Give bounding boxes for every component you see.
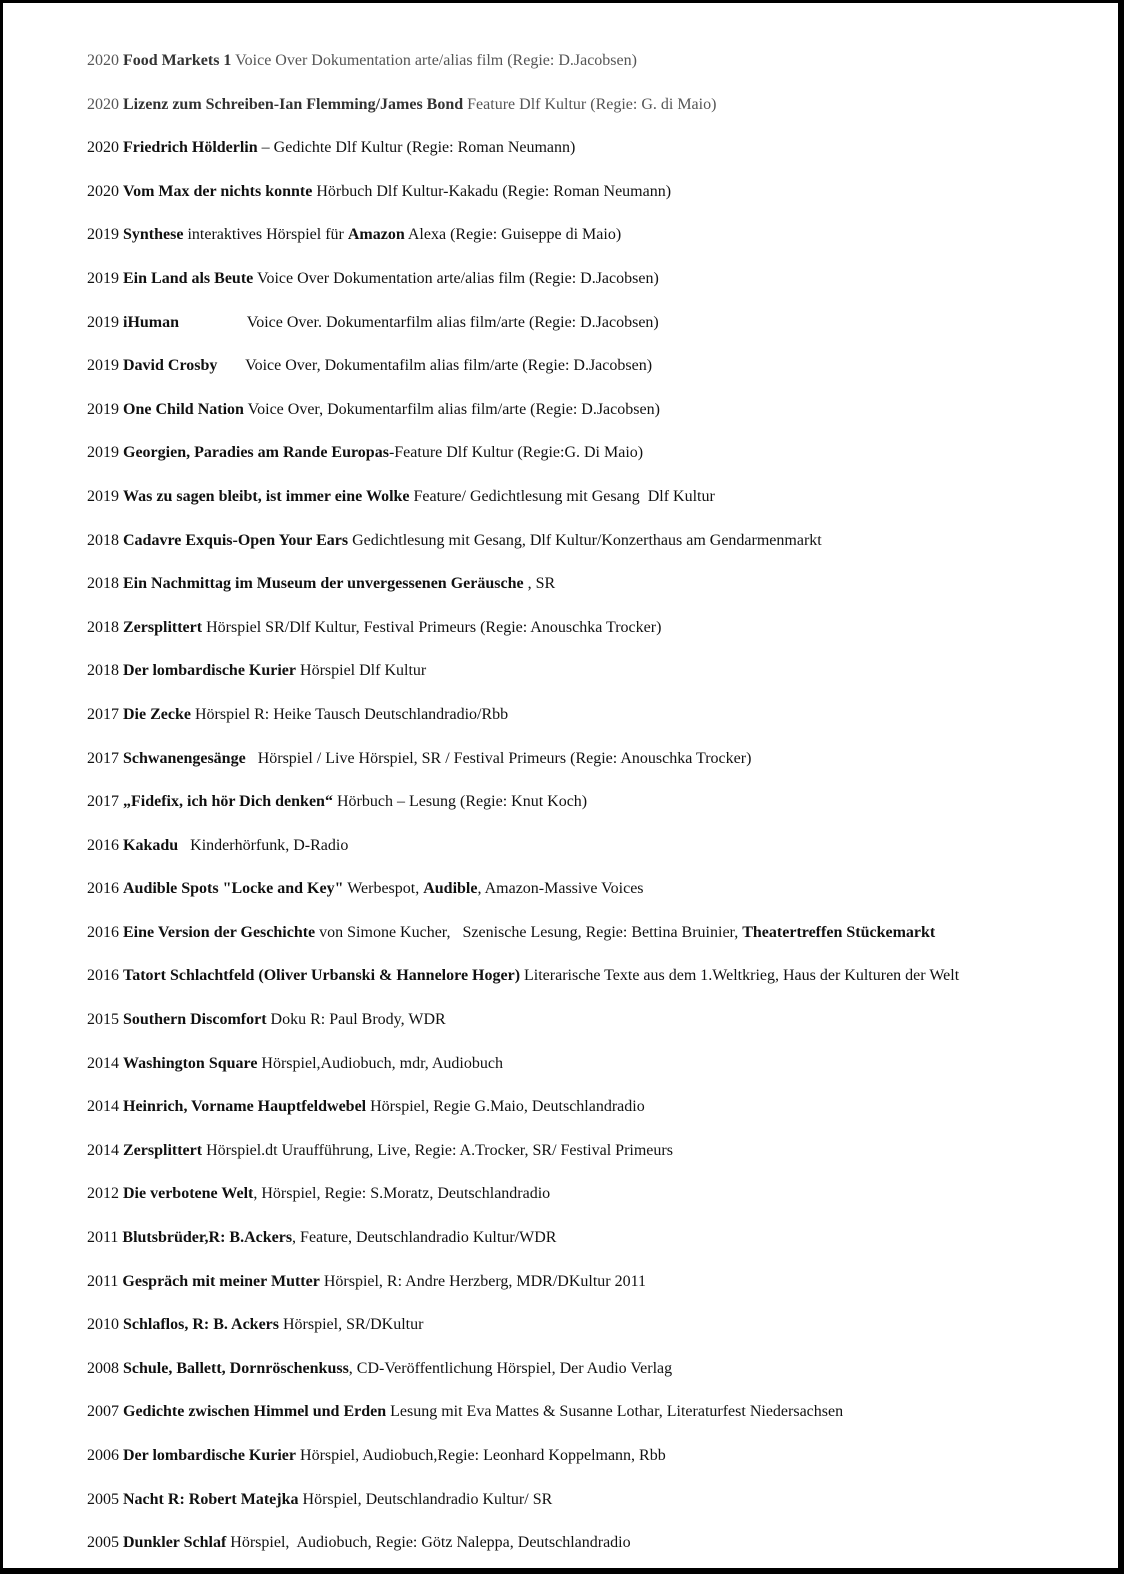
entry-year: 2018 (87, 618, 119, 636)
entry-title: Der lombardische Kurier (123, 1447, 297, 1464)
list-item (87, 790, 959, 834)
list-item (87, 834, 959, 878)
list-item (87, 354, 959, 398)
list-item (87, 1488, 959, 1532)
entry-description: Hörbuch Dlf Kultur-Kakadu (Regie: Roman Neumann) (312, 182, 672, 200)
entry-description: , SR (523, 575, 556, 593)
list-item (87, 703, 959, 747)
entry-title: „Fidefix, ich hör Dich denken“ (123, 793, 333, 811)
entry-year: 2012 (87, 1185, 119, 1203)
entry-title: Schlaflos, R: B. Ackers (123, 1316, 279, 1334)
list-item (87, 441, 959, 485)
list-item (87, 964, 959, 1008)
entry-description: Hörspiel,Audiobuch, mdr, Audiobuch (257, 1054, 503, 1072)
list-item (87, 747, 959, 791)
list-item (87, 1052, 959, 1096)
entry-title: Vom Max der nichts konnte (123, 182, 313, 200)
entry-year: 2020 (87, 95, 119, 113)
entry-year: 2019 (87, 357, 119, 375)
entry-year: 2016 (87, 923, 119, 941)
entry-title: Cadavre Exquis-Open Your Ears (123, 531, 349, 549)
entry-description: Voice Over Dokumentation arte/alias film (Regie: D.Jacobsen) (253, 269, 659, 287)
entry-description: -Feature Dlf Kultur (Regie:G. Di Maio) (388, 444, 644, 462)
entry-year: 2014 (87, 1098, 119, 1116)
entry-description: Hörspiel.dt Uraufführung, Live, Regie: A.Trocker, SR/ Festival Primeurs (202, 1141, 673, 1159)
entry-title: Gedichte zwischen Himmel und Erden (123, 1403, 387, 1421)
entry-year: 2017 (87, 749, 119, 767)
entry-title-secondary: Theatertreffen Stückemarkt (742, 923, 936, 941)
entry-year: 2018 (87, 662, 119, 680)
entry-year: 2016 (87, 967, 119, 985)
entry-title: Dunkler Schlaf (123, 1534, 227, 1552)
entry-description: Lesung mit Eva Mattes & Susanne Lothar, Literaturfest Niedersachsen (386, 1403, 844, 1421)
entry-description-secondary: Alexa (Regie: Guiseppe di Maio) (404, 226, 622, 244)
entry-description: Hörspiel, Audiobuch,Regie: Leonhard Koppelmann, Rbb (296, 1447, 666, 1464)
entry-description: Voice Over, Dokumentafilm alias film/arte (Regie: D.Jacobsen) (217, 357, 653, 375)
list-item (87, 485, 959, 529)
entry-title: Blutsbrüder,R: B.Ackers (122, 1229, 293, 1247)
entry-title: Kakadu (123, 836, 179, 854)
entry-year: 2011 (87, 1272, 119, 1290)
entry-description: Hörspiel, Deutschlandradio Kultur/ SR (298, 1490, 553, 1508)
entry-description: Literarische Texte aus dem 1.Weltkrieg, Haus der Kulturen der Welt (520, 967, 960, 985)
list-item (87, 659, 959, 703)
entry-year: 2007 (87, 1403, 119, 1421)
entry-title: Southern Discomfort (123, 1011, 267, 1029)
entry-year: 2005 (87, 1490, 119, 1508)
list-item (87, 1270, 959, 1314)
entry-title: Lizenz zum Schreiben-Ian Flemming/James Bond (123, 95, 464, 113)
entry-year: 2016 (87, 880, 119, 898)
entry-year: 2017 (87, 705, 119, 723)
entry-description: Voice Over Dokumentation arte/alias film (Regie: D.Jacobsen) (231, 52, 637, 69)
entry-title: Food Markets 1 (123, 52, 232, 69)
entry-description: – Gedichte Dlf Kultur (Regie: Roman Neumann) (257, 139, 576, 157)
entry-title: Friedrich Hölderlin (123, 139, 258, 157)
entry-description: , Hörspiel, Regie: S.Moratz, Deutschlandradio (253, 1185, 551, 1203)
list-item (87, 311, 959, 355)
entry-year: 2014 (87, 1054, 119, 1072)
entry-description: Hörspiel, SR/DKultur (279, 1316, 424, 1334)
entry-title: Zersplittert (123, 1141, 203, 1159)
entry-description: interaktives Hörspiel für (183, 226, 348, 244)
entry-title: Die Zecke (123, 705, 191, 723)
list-item (87, 877, 959, 921)
list-item (87, 529, 959, 573)
entry-title: Zersplittert (123, 618, 203, 636)
entry-description: Hörspiel / Live Hörspiel, SR / Festival Primeurs (Regie: Anouschka Trocker) (245, 749, 752, 767)
list-item (87, 1531, 959, 1568)
list-item (87, 616, 959, 660)
entry-title: Der lombardische Kurier (123, 662, 297, 680)
list-item (87, 49, 959, 93)
entry-title: iHuman (123, 313, 180, 331)
entry-year: 2019 (87, 313, 119, 331)
entry-year: 2019 (87, 226, 119, 244)
entry-year: 2010 (87, 1316, 119, 1334)
list-item (87, 267, 959, 311)
list-item (87, 1139, 959, 1183)
entry-description: Hörspiel, R: Andre Herzberg, MDR/DKultur 2011 (319, 1272, 647, 1290)
entry-description: Voice Over, Dokumentarfilm alias film/arte (Regie: D.Jacobsen) (243, 400, 660, 418)
entry-description-secondary: , Amazon-Massive Voices (477, 880, 644, 898)
list-item (87, 1226, 959, 1270)
entry-year: 2019 (87, 269, 119, 287)
entry-title: Tatort Schlachtfeld (Oliver Urbanski & Hannelore Hoger) (123, 967, 521, 985)
entry-year: 2008 (87, 1359, 119, 1377)
credits-list (87, 49, 959, 1568)
list-item (87, 1313, 959, 1357)
entry-title: Gespräch mit meiner Mutter (122, 1272, 320, 1290)
entry-year: 2005 (87, 1534, 119, 1552)
list-item (87, 921, 959, 965)
entry-title: Ein Nachmittag im Museum der unvergessenen Geräusche (123, 575, 524, 593)
entry-description: , Feature, Deutschlandradio Kultur/WDR (292, 1229, 557, 1247)
entry-title: Nacht R: Robert Matejka (123, 1490, 299, 1508)
entry-year: 2017 (87, 793, 119, 811)
list-item (87, 572, 959, 616)
entry-year: 2006 (87, 1447, 119, 1464)
entry-title: Ein Land als Beute (123, 269, 254, 287)
list-item (87, 1357, 959, 1401)
entry-description: Voice Over. Dokumentarfilm alias film/arte (Regie: D.Jacobsen) (179, 313, 659, 331)
entry-title: Heinrich, Vorname Hauptfeldwebel (123, 1098, 367, 1116)
entry-description: Kinderhörfunk, D-Radio (178, 836, 349, 854)
entry-title-secondary: Amazon (347, 226, 405, 244)
list-item (87, 1444, 959, 1488)
list-item (87, 223, 959, 267)
entry-year: 2011 (87, 1229, 119, 1247)
entry-year: 2018 (87, 575, 119, 593)
entry-year: 2014 (87, 1141, 119, 1159)
entry-year: 2019 (87, 400, 119, 418)
entry-description: Feature Dlf Kultur (Regie: G. di Maio) (463, 95, 717, 113)
entry-description: Hörspiel SR/Dlf Kultur, Festival Primeurs (Regie: Anouschka Trocker) (202, 618, 662, 636)
list-item (87, 1400, 959, 1444)
entry-year: 2018 (87, 531, 119, 549)
entry-description: Doku R: Paul Brody, WDR (266, 1011, 446, 1029)
list-item (87, 1095, 959, 1139)
entry-title: One Child Nation (123, 400, 244, 418)
entry-description: Hörspiel R: Heike Tausch Deutschlandradio/Rbb (190, 705, 509, 723)
entry-year: 2020 (87, 52, 119, 69)
entry-year: 2020 (87, 139, 119, 157)
entry-description: , CD-Veröffentlichung Hörspiel, Der Audio Verlag (348, 1359, 673, 1377)
entry-year: 2015 (87, 1011, 119, 1029)
entry-title: Was zu sagen bleibt, ist immer eine Wolke (123, 487, 410, 505)
list-item (87, 398, 959, 442)
entry-title: Die verbotene Welt (123, 1185, 254, 1203)
entry-description: Hörspiel Dlf Kultur (296, 662, 427, 680)
entry-year: 2019 (87, 444, 119, 462)
entry-title: Audible Spots "Locke and Key" (123, 880, 344, 898)
entry-title: Schwanengesänge (123, 749, 246, 767)
entry-title: Georgien, Paradies am Rande Europas (123, 444, 389, 462)
entry-title: Schule, Ballett, Dornröschenkuss (123, 1359, 349, 1377)
entry-title: David Crosby (123, 357, 218, 375)
list-item (87, 93, 959, 137)
list-item (87, 1008, 959, 1052)
entry-description: von Simone Kucher, Szenische Lesung, Regie: Bettina Bruinier, (315, 923, 743, 941)
list-item (87, 136, 959, 180)
document-page (3, 3, 1118, 1568)
entry-description: Werbespot, (343, 880, 424, 898)
list-item (87, 1182, 959, 1226)
entry-description: Gedichtlesung mit Gesang, Dlf Kultur/Konzerthaus am Gendarmenmarkt (348, 531, 822, 549)
entry-title-secondary: Audible (423, 880, 478, 898)
entry-title: Synthese (123, 226, 184, 244)
entry-year: 2016 (87, 836, 119, 854)
list-item (87, 180, 959, 224)
entry-description: Hörspiel, Regie G.Maio, Deutschlandradio (366, 1098, 645, 1116)
entry-description: Feature/ Gedichtlesung mit Gesang Dlf Kultur (409, 487, 715, 505)
entry-description: Hörbuch – Lesung (Regie: Knut Koch) (332, 793, 588, 811)
entry-description: Hörspiel, Audiobuch, Regie: Götz Naleppa, Deutschlandradio (226, 1534, 631, 1552)
entry-year: 2019 (87, 487, 119, 505)
entry-title: Washington Square (123, 1054, 258, 1072)
entry-title: Eine Version der Geschichte (123, 923, 316, 941)
entry-year: 2020 (87, 182, 119, 200)
